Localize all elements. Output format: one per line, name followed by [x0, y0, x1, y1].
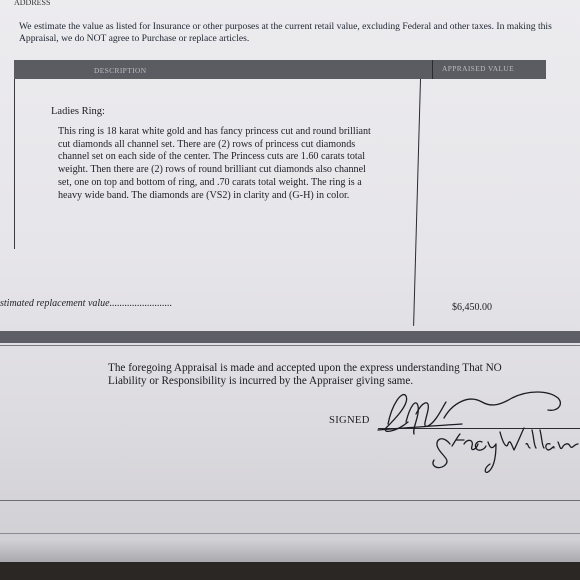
paper-edge-shadow [0, 540, 580, 562]
section-divider-band [0, 331, 580, 343]
table-column-divider [413, 79, 421, 326]
appraised-value-column-header: APPRAISED VALUE [442, 64, 515, 73]
address-header-remnant: ADDRESS [14, 0, 51, 6]
estimated-replacement-value: $6,450.00 [452, 302, 492, 313]
bottom-rule [0, 500, 580, 501]
table-header-bar [14, 60, 546, 79]
bottom-rule-secondary [0, 533, 580, 534]
intro-statement: We estimate the value as listed for Insurance or other purposes at the current retail value, excluding Federal and other taxes. In making this Appraisal, we do NOT agree to Purchase or replace articles. [19, 21, 552, 44]
header-divider [432, 60, 433, 79]
signed-label: SIGNED [329, 415, 370, 426]
description-column-header: DESCRIPTION [94, 66, 147, 75]
handwritten-signature [372, 384, 580, 480]
item-description: This ring is 18 karat white gold and has fancy princess cut and round brilliant cut diamonds all channel set. There are (2) rows of princess cut diamonds channel set on each side of the center. The Princess cuts are 1.60 carats total weight. Then there are (2) rows of round brilliant cut diamonds also channel set, one on top and bottom of ring, and .70 carats total weight. The ring is a heavy wide band. The diamonds are (VS2) in clarity and (G-H) in color. [58, 126, 371, 201]
estimated-replacement-label: stimated replacement value......................... [0, 298, 173, 309]
liability-disclaimer: The foregoing Appraisal is made and accepted upon the express understanding That NO Liability or Responsibility is incurred by the Appraiser giving same. [108, 362, 502, 387]
item-title: Ladies Ring: [51, 106, 105, 117]
table-left-rule [14, 79, 15, 249]
section-divider-line [0, 345, 580, 346]
